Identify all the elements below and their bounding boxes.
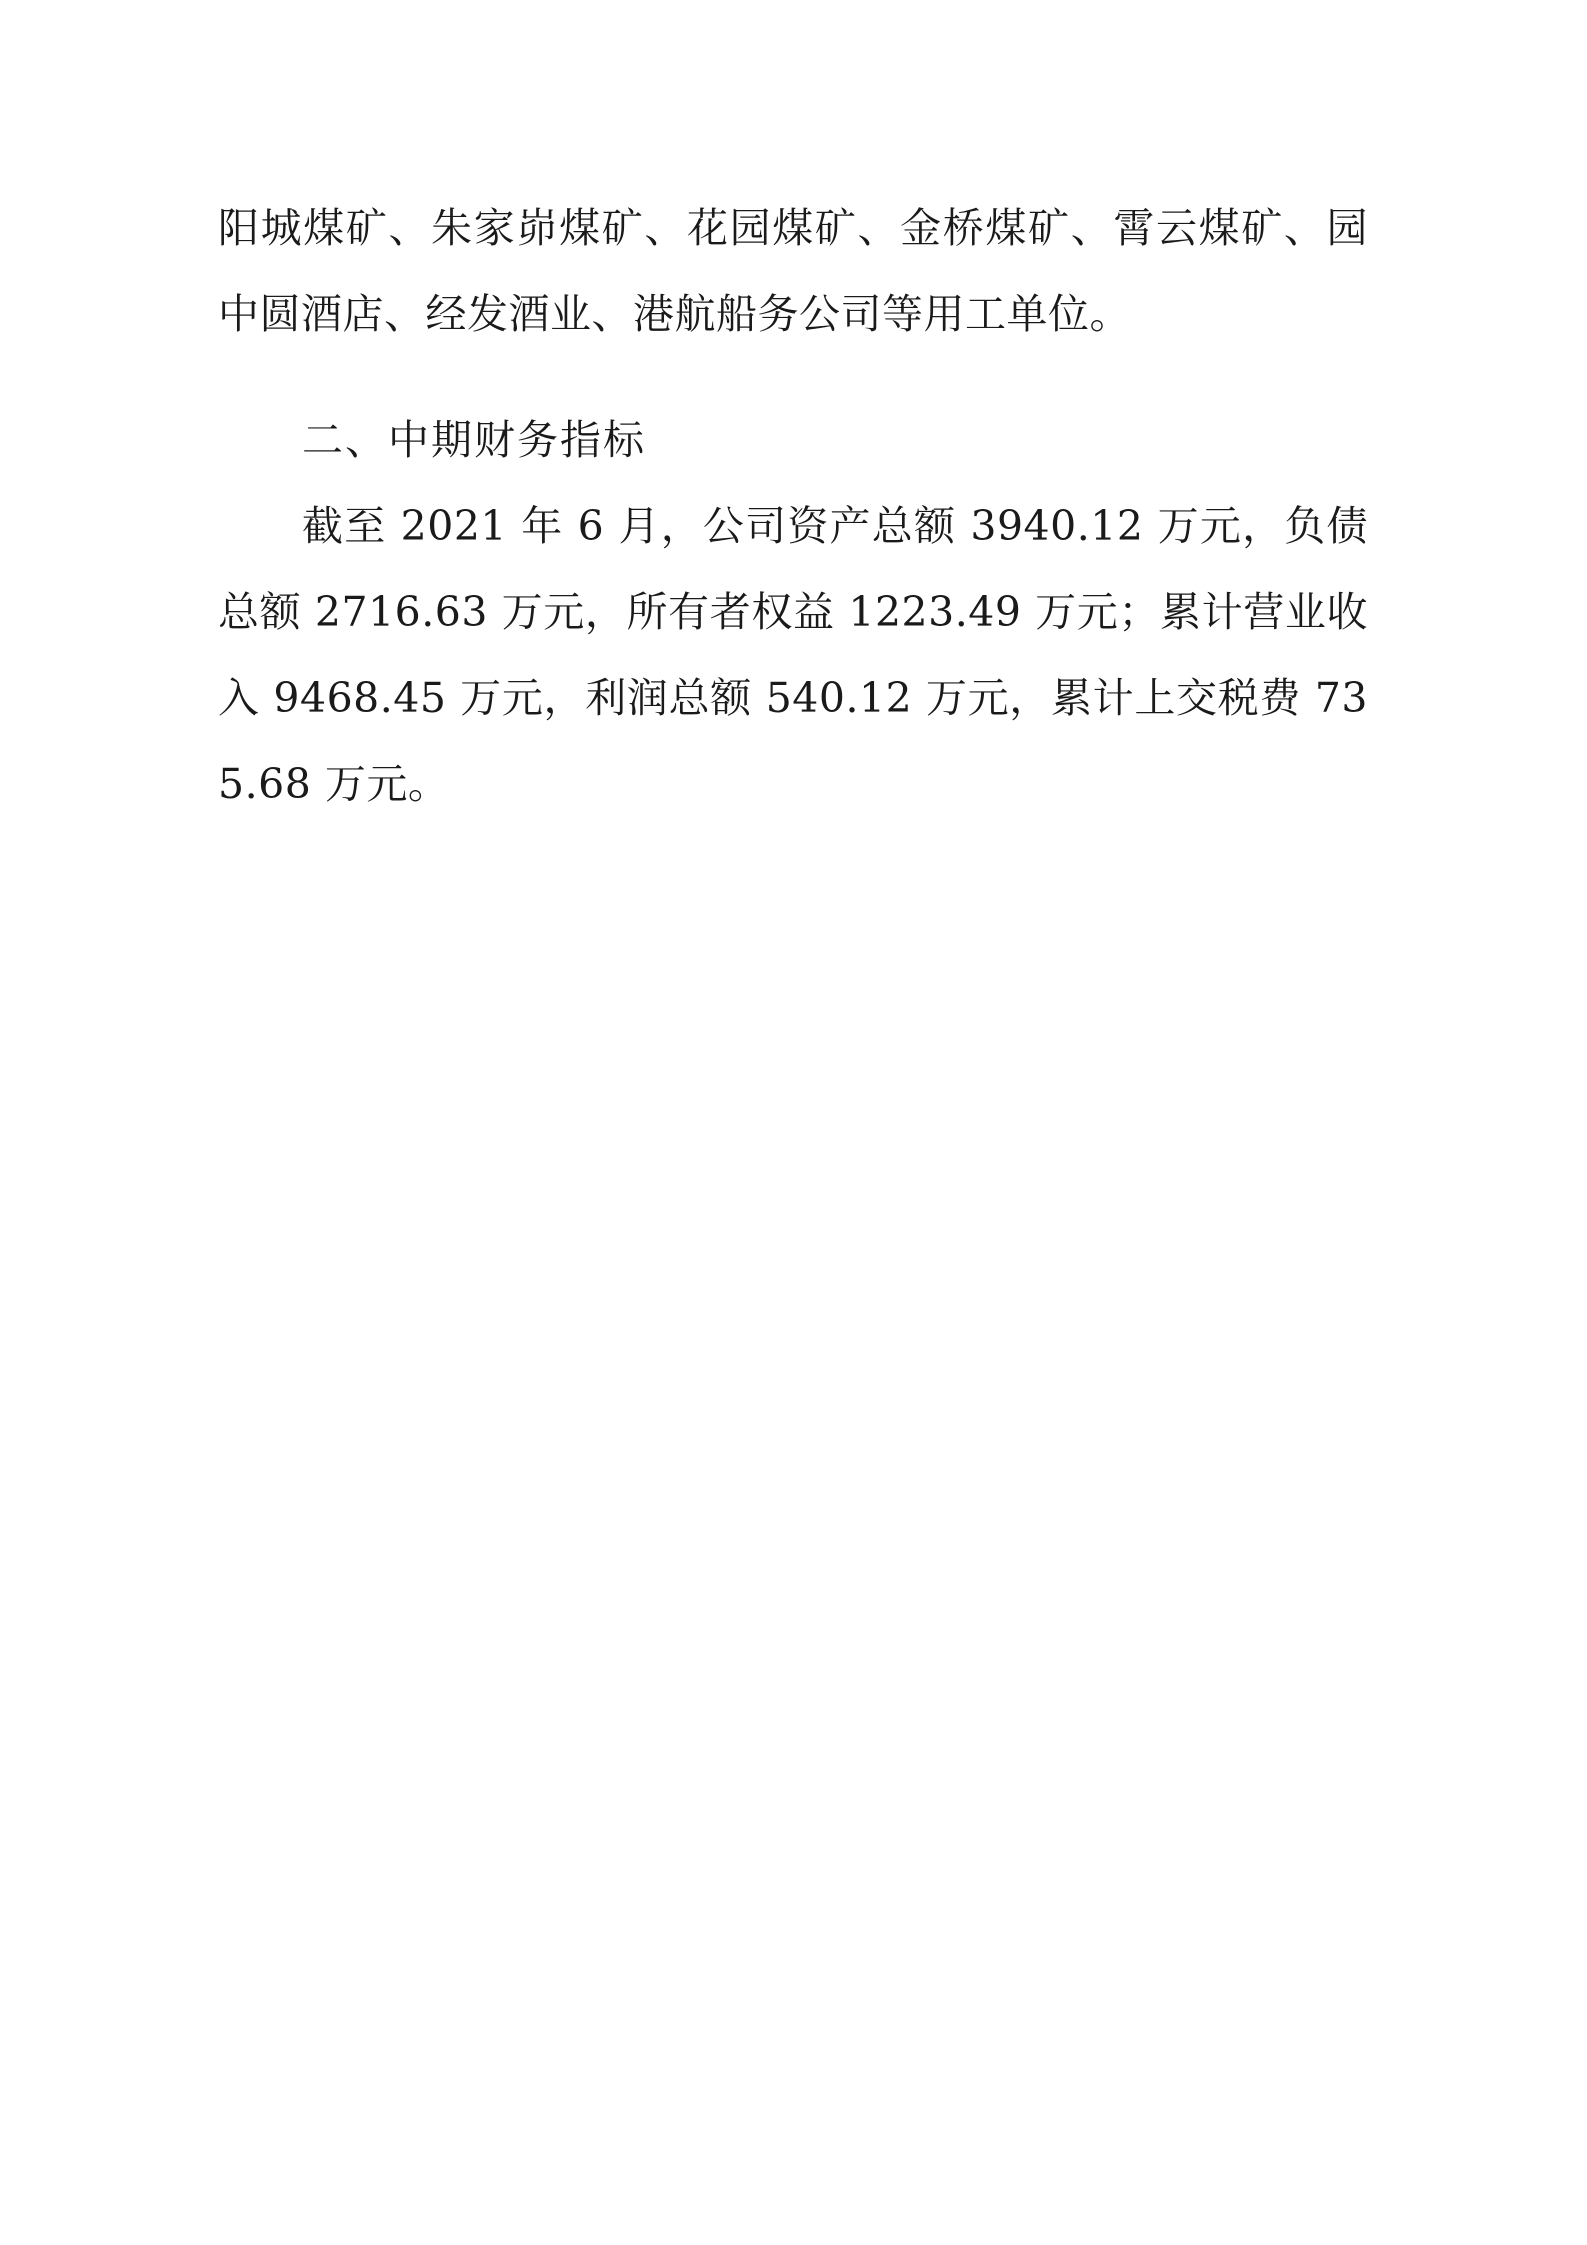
paragraph-spacer xyxy=(218,357,1368,397)
paragraph-financial-indicators: 截至 2021 年 6 月，公司资产总额 3940.12 万元，负债总额 2716.63 万元，所有者权益 1223.49 万元；累计营业收入 9468.45 万元，利润总额 540.12 万元，累计上交税费 735.68 万元。 xyxy=(218,502,1368,808)
document-content xyxy=(218,185,1368,827)
paragraph-employers-list: 阳城煤矿、朱家峁煤矿、花园煤矿、金桥煤矿、霄云煤矿、园中圆酒店、经发酒业、港航船务公司等用工单位。 xyxy=(218,204,1368,338)
section-heading-two: 二、中期财务指标 xyxy=(302,416,646,464)
